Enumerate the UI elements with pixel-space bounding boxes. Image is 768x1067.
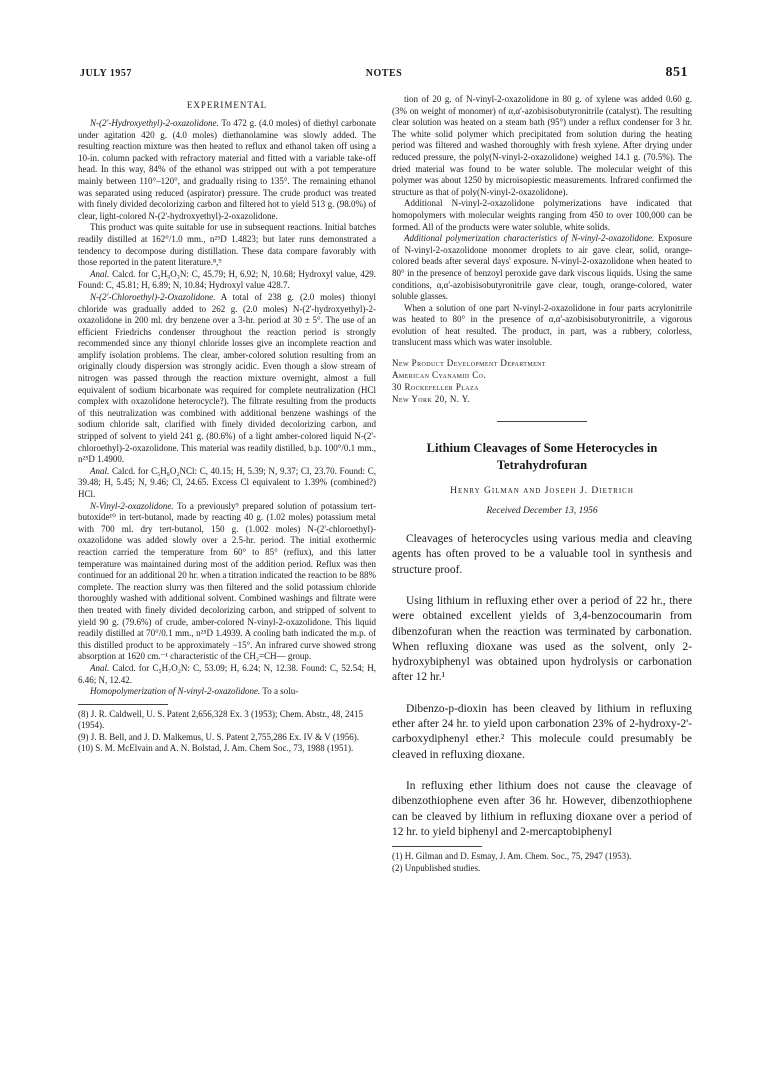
footnote-rule: [78, 704, 168, 705]
paragraph-text: Calcd. for C₅H₉O₃N: C, 45.79; H, 6.92; N, 10.68; Hydroxyl value, 429. Found: C, 45.81; H, 6.89; N, 10.84; Hydroxyl value 428.7.: [78, 268, 376, 291]
paragraph: [78, 222, 376, 268]
body-paragraph: Cleavages of heterocycles using various media and cleaving agents has often proved to be a valuable tool in synthesis and structure proof.: [392, 533, 692, 576]
footnote: (8) J. R. Caldwell, U. S. Patent 2,656,328 Ex. 3 (1953); Chem. Abstr., 48, 2415 (1954).: [78, 708, 363, 731]
paragraph-text: To 472 g. (4.0 moles) of diethyl carbonate under agitation 420 g. (4.0 moles) diethanolamine was slowly added. The resulting reaction mixture was then heated to reflux and ethanol taken off using a 10-in. column packed with refractory material and fitted with a variable take-off head. In this way, 84% of the ethanol was stripped out with a pot temperature mainly between 110°–120°, and gradually rising to 135°. The remaining ethanol was separated using reduced (aspirator) pressure. The crude product was treated with finely divided decolorizing carbon and filtered hot to yield 513 g. (98.0%) of clear, light-colored N-(2'-hydroxyethyl)-2-oxazolidone.: [78, 118, 376, 221]
paragraph-lead: N-(2'-Hydroxyethyl)-2-oxazolidone.: [90, 118, 219, 128]
footnote: (9) J. B. Bell, and J. D. Malkemus, U. S. Patent 2,755,286 Ex. IV & V (1956).: [78, 731, 359, 742]
left-footnotes: [78, 709, 376, 755]
paragraph-lead: Homopolymerization of N-vinyl-2-oxazolidone.: [90, 686, 261, 697]
paragraph-text: tion of 20 g. of N-vinyl-2-oxazolidone in 80 g. of xylene was added 0.60 g. (3% on weight of monomer) of α,α'-azobisisobutyronitrile (catalyst). The resulting clear solution was heated on a steam bath (95°) under a reflux condenser for 3 hr. The white solid polymer which precipitated from solution during the heating period was filtered and washed thoroughly with fresh xylene. After drying under reduced pressure, the poly(N-vinyl-2-oxazolidone) weighed 14.1 g. (70.5%). The dried material was found to be water soluble. The molecular weight of this polymer was about 1250 by microisopiestic measurements. Infrared confirmed the structure as that of poly(N-vinyl-2-oxazolidone).: [392, 94, 692, 197]
left-paragraphs: [78, 118, 376, 698]
right-paragraphs: [392, 94, 692, 349]
address-line: New Product Development Department: [392, 358, 546, 369]
paragraph-text: Additional N-vinyl-2-oxazolidone polymerizations have indicated that homopolymers with molecular weights ranging from 450 to over 100,000 can be formed. All of the products were water soluble, white solids.: [392, 198, 692, 232]
paragraph-lead: Anal.: [90, 465, 110, 476]
body-paragraph: Dibenzo-p-dioxin has been cleaved by lithium in refluxing ether after 24 hr. to yield upon carbonation 23% of 2-hydroxy-2'-carboxydiphenyl ether.² This molecule could presumably be cleaved in refluxing dioxane.: [392, 702, 692, 761]
paragraph: [392, 303, 692, 349]
paragraph-text: This product was quite suitable for use in subsequent reactions. Initial batches readily distilled at 162°/1.0 mm., n²⁵D 1.4823; but later runs demonstrated a tendency to decompose during distillation. These data compare favorably with those reported in the patent literature.⁸,⁹: [78, 222, 376, 268]
header-section: NOTES: [365, 68, 403, 79]
paragraph-lead: Additional polymerization characteristics of N-vinyl-2-oxazolidone.: [404, 233, 655, 244]
footnote: (2) Unpublished studies.: [392, 862, 481, 873]
footnote: (10) S. M. McElvain and A. N. Bolstad, J. Am. Chem Soc., 73, 1988 (1951).: [78, 743, 354, 754]
body-paragraph: Using lithium in refluxing ether over a period of 22 hr., there were obtained excellent yields of 3,4-benzocoumarin from dibenzofuran when the reaction was terminated by carbonation. When refluxing dioxane was used as the solvent, only 2-hydroxybiphenyl was obtained upon hydrolysis or carbonation after 12 hr.¹: [392, 594, 692, 684]
paragraph: [392, 233, 692, 303]
address-line: New York 20, N. Y.: [392, 394, 471, 405]
address-line: American Cyanamid Co.: [392, 370, 486, 381]
page-number: 851: [665, 65, 688, 80]
article-body: [392, 532, 692, 840]
left-column: [78, 94, 376, 755]
paragraph-text: To a previously⁹ prepared solution of potassium tert-butoxide¹⁰ in tert-butanol, made by reacting 40 g. (1.02 moles) potassium metal with 700 ml. dry tert-butanol, 150 g. (1.002 moles) N-(2'-chloroethyl)-oxazolidone was added slowly over a 2.5-hr. period. The initial exothermic reaction carried the temperature from 60° to 85° (reflux), and this latter temperature was maintained during most of the addition period. Reflux was then continued for an additional 20 hr. when a titration indicated the reaction to be 88% complete. The reaction slurry was then filtered and the solid potassium chloride thoroughly washed with additional solvent. Combined washings and filtrate were then treated with finely divided decolorizing carbon, and stripped of solvent to yield 90 g. (79.6%) of crude, amber-colored N-vinyl-2-oxazolidone. This liquid readily distilled at 70°/0.1 mm., n²⁵D 1.4939. A cooling bath indicated the m.p. of this distilled product to be approximately −15°. An infrared curve showed strong absorption at 1620 cm.⁻¹ characteristic of the CH₂=CH— group.: [78, 500, 376, 662]
received-date: Received December 13, 1956: [486, 506, 598, 517]
paragraph-lead: N-(2'-Chloroethyl)-2-Oxazolidone.: [90, 291, 216, 302]
address-line: 30 Rockefeller Plaza: [392, 382, 479, 393]
paragraph-text: Calcd. for C₅H₈O₂NCl: C, 40.15; H, 5.39; N, 9.37; Cl, 23.70. Found: C, 39.48; H, 5.45; N, 9.46; Cl, 24.65. Excess Cl equivalent to 1.39% (combined?) HCl.: [78, 465, 376, 499]
paragraph: [78, 466, 376, 501]
right-column: [392, 94, 692, 874]
paragraph-lead: N-Vinyl-2-oxazolidone.: [90, 500, 174, 511]
paragraph: [78, 269, 376, 292]
paragraph-text: A total of 238 g. (2.0 moles) thionyl chloride was gradually added to 262 g. (2.0 moles) N-(2'-hydroxyethyl)-2-oxazolidone in 200 ml. dry benzene over a 3-hr. period at 30 ± 5°. The use of an efficient Friedrichs condenser throughout the reaction period is strongly recommended since any thionyl chloride losses give an incomplete reaction and amplify isolation problems. The clear, amber-colored solution resulting from an originally cloudy dispersion was strongly acidic. Even though a slow stream of nitrogen was passed through the reaction mixture overnight, almost a full equivalent of sodium bicarbonate was required for complete neutralization (HCl complex with oxazolidone heterocycle?). The filtrate resulting from the products of this neutralization was combined with additional benzene washings of the sodium chloride salt, clarified with finely divided decolorizing carbon, and stripped of solvent to yield 241 g. (80.6%) of a light amber-colored liquid N-(2'-chloroethyl)-2-oxazolidone. This material was readily distilled, b.p. 100°/0.1 mm., n²⁵D 1.4900.: [78, 291, 376, 465]
paragraph-lead: Anal.: [90, 268, 110, 279]
body-paragraph: In refluxing ether lithium does not cause the cleavage of dibenzothiophene even after 36 hr. However, dibenzothiophene can be cleaved by lithium in refluxing dioxane over a period of 12 hr. to yield biphenyl and 2-mercaptobiphenyl: [392, 779, 692, 838]
article-title: Lithium Cleavages of Some Heterocycles in Tetrahydrofuran: [426, 441, 658, 473]
paragraph: [392, 198, 692, 233]
paragraph-lead: Anal.: [90, 662, 110, 673]
author-address: [392, 357, 692, 405]
paragraph: [392, 94, 692, 198]
paragraph-text: Exposure of N-vinyl-2-oxazolidone monomer droplets to air gave clear, solid, orange-colored beads after several days' exposure. N-vinyl-2-oxazolidone when heated to 80° in the presence of benzoyl peroxide gave dark viscous liquids. Using the same conditions, α,α'-azobisisobutyronitrile gave clear, tough, orange-colored, water soluble glasses.: [392, 233, 692, 302]
paragraph: [78, 118, 376, 222]
paragraph-text: Calcd. for C₅H₇O₂N: C, 53.09; H, 6.24; N, 12.38. Found: C, 52.54; H, 6.46; N, 12.42.: [78, 662, 376, 685]
header-date: JULY 1957: [80, 68, 132, 79]
paragraph: [78, 663, 376, 686]
experimental-heading: EXPERIMENTAL: [186, 100, 268, 110]
footnote-rule: [392, 846, 482, 847]
article-authors: Henry Gilman and Joseph J. Dietrich: [450, 486, 634, 497]
paragraph: [78, 292, 376, 466]
article-separator: [497, 421, 587, 422]
paragraph-text: To a solu-: [260, 686, 299, 697]
paragraph: [78, 501, 376, 663]
running-header: [80, 65, 688, 84]
footnote: (1) H. Gilman and D. Esmay, J. Am. Chem. Soc., 75, 2947 (1953).: [392, 851, 632, 862]
right-footnotes: [392, 851, 692, 874]
paragraph-text: When a solution of one part N-vinyl-2-oxazolidone in four parts acrylonitrile was heated to 80° in the presence of α,α'-azobisisobutyronitrile, a vigorous evolution of heat resulted. The product, in part, was a rubbery, colorless, translucent mass which was water insoluble.: [392, 302, 692, 348]
paragraph: [78, 686, 376, 698]
